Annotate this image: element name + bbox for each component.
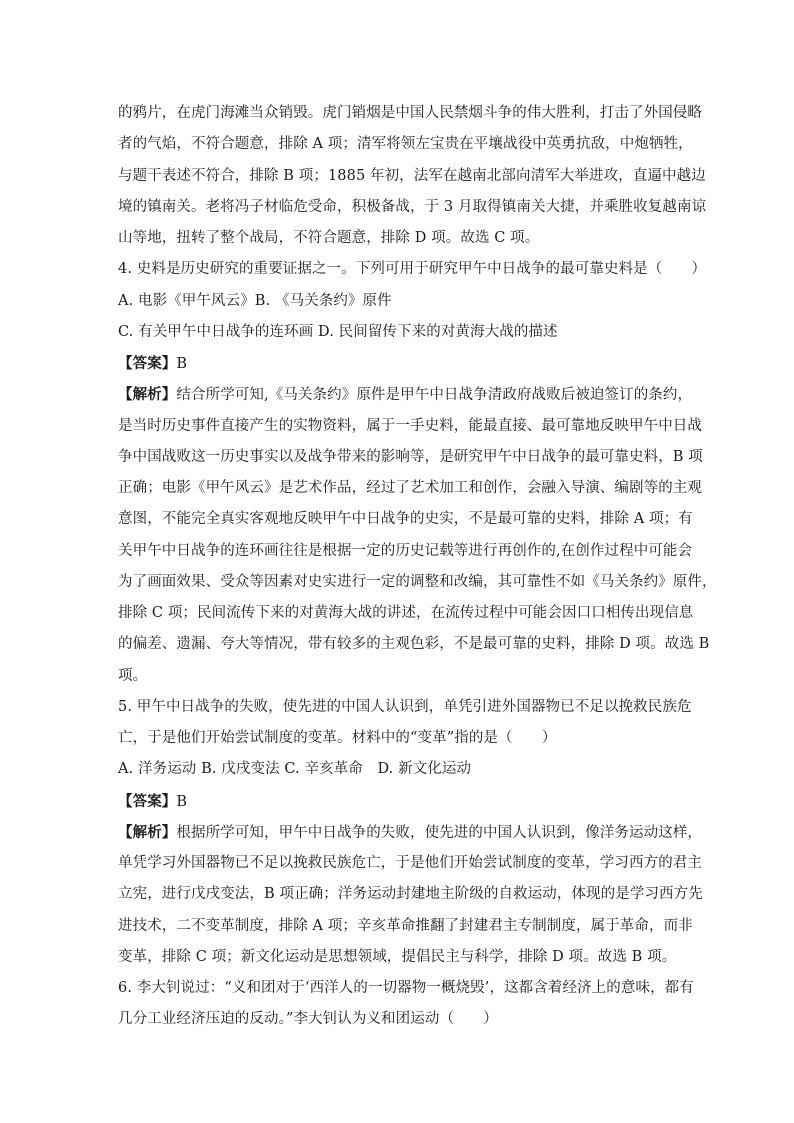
text-line	[118, 973, 694, 1004]
analysis-label: 【解析】	[118, 386, 177, 404]
line-text: 的偏差、遗漏、夸大等情况，带有较多的主观色彩，不是最可靠的史料，排除 D 项。故选 B	[118, 636, 710, 653]
line-text: 立宪，进行戊戌变法，B 项正确；洋务运动封建地主阶级的自救运动，体现的是学习西方先	[118, 886, 703, 903]
text-line	[118, 598, 694, 629]
text-line	[118, 98, 702, 129]
text-line	[118, 879, 703, 910]
text-line	[118, 692, 692, 723]
answer-label: 【答案】	[118, 792, 177, 810]
line-text: 6. 李大钊说过：“义和团对于‘西洋人的一切器物一概烧毁’，这都含着经济上的意味，都有	[118, 980, 694, 996]
line-text: 与题干表述不符合，排除 B 项；1885 年初，法军在越南北部向清军大举进攻，直逼中越边	[118, 167, 706, 184]
line-text: 意图，不能完全真实客观地反映甲午中日战争的史实，不是最可靠的史料，排除 A 项；有	[118, 511, 693, 528]
text-line	[118, 161, 706, 192]
line-text: 项。	[118, 667, 148, 684]
text-line	[118, 629, 710, 660]
text-line	[118, 786, 678, 817]
text-line	[118, 442, 703, 473]
text-line	[118, 129, 693, 160]
line-text: 亡，于是他们开始尝试制度的变革。材料中的“变革”指的是（ ）	[118, 730, 557, 746]
line-text: 关甲午中日战争的连环画往往是根据一定的历史记载等进行再创作的,在创作过程中可能会	[118, 542, 693, 559]
text-line	[118, 661, 678, 692]
text-line	[118, 567, 717, 598]
line-text: 排除 C 项；民间流传下来的对黄海大战的讲述，在流传过程中可能会因口口相传出现信息	[118, 605, 694, 621]
text-line	[118, 848, 702, 879]
text-line	[118, 1004, 678, 1035]
text-line	[118, 911, 693, 942]
text-line	[118, 192, 707, 223]
text-line	[118, 254, 707, 285]
line-text: 是当时历史事件直接产生的实物资料，属于一手史料，能最直接、最可靠地反映甲午中日战	[118, 417, 702, 434]
text-line	[118, 348, 678, 379]
text-line	[118, 411, 702, 442]
text-line	[118, 817, 703, 848]
text-line	[118, 754, 678, 785]
answer-label: 【答案】	[118, 355, 177, 372]
text-line	[118, 723, 678, 754]
line-text: B	[176, 793, 188, 810]
line-text: 境的镇南关。老将冯子材临危受命，积极备战，于 3 月取得镇南关大捷，并乘胜收复越南谅	[118, 198, 707, 215]
line-text: 者的气焰，不符合题意，排除 A 项；清军将领左宝贵在平壤战役中英勇抗敌，中炮牺牲，	[118, 136, 693, 153]
line-text: 结合所学可知,《马关条约》原件是甲午中日战争清政府战败后被迫签订的条约，	[176, 387, 693, 404]
line-text: 单凭学习外国器物已不足以挽救民族危亡，于是他们开始尝试制度的变革，学习西方的君主	[118, 855, 702, 871]
text-line	[118, 942, 678, 973]
line-text: 正确；电影《甲午风云》是艺术作品，经过了艺术加工和创作，会融入导演、编剧等的主观	[118, 480, 702, 496]
line-text: 几分工业经济压迫的反动。”李大钊认为义和团运动（ ）	[118, 1011, 498, 1028]
text-line	[118, 286, 678, 317]
text-line	[118, 504, 693, 535]
line-text: A. 电影《甲午风云》B. 《马关条约》原件	[118, 292, 392, 309]
line-text: 为了画面效果、受众等因素对史实进行一定的调整和改编，其可靠性不如《马关条约》原件，	[118, 573, 717, 590]
line-text: 争中国战败这一历史事实以及战争带来的影响等，是研究甲午中日战争的最可靠史料，B 项	[118, 448, 703, 465]
line-text: 变革，排除 C 项；新文化运动是思想领域，提倡民主与科学，排除 D 项。故选 B 项。	[118, 948, 677, 965]
text-line	[118, 536, 693, 567]
line-text: 4. 史料是历史研究的重要证据之一。下列可用于研究甲午中日战争的最可靠史料是（ ）	[118, 261, 707, 278]
line-text: 5. 甲午中日战争的失败，使先进的中国人认识到，单凭引进外国器物已不足以挽救民族危	[118, 698, 692, 715]
text-line	[118, 223, 678, 254]
document-body	[118, 98, 717, 1036]
line-text: B	[176, 356, 188, 372]
line-text: 山等地，扭转了整个战局，不符合题意，排除 D 项。故选 C 项。	[118, 230, 540, 246]
text-line	[118, 379, 693, 410]
analysis-label: 【解析】	[118, 823, 177, 841]
line-text: 进技术，二不变革制度，排除 A 项；辛亥革命推翻了封建君主专制制度，属于革命，而非	[118, 917, 693, 934]
line-text: C. 有关甲午中日战争的连环画 D. 民间留传下来的对黄海大战的描述	[118, 323, 558, 340]
line-text: 的鸦片，在虎门海滩当众销毁。虎门销烟是中国人民禁烟斗争的伟大胜利，打击了外国侵略	[118, 105, 702, 121]
text-line	[118, 473, 702, 504]
text-line	[118, 317, 678, 348]
line-text: 根据所学可知，甲午中日战争的失败，使先进的中国人认识到，像洋务运动这样，	[176, 824, 703, 841]
line-text: A. 洋务运动 B. 戊戌变法 C. 辛亥革命 D. 新文化运动	[118, 761, 472, 778]
